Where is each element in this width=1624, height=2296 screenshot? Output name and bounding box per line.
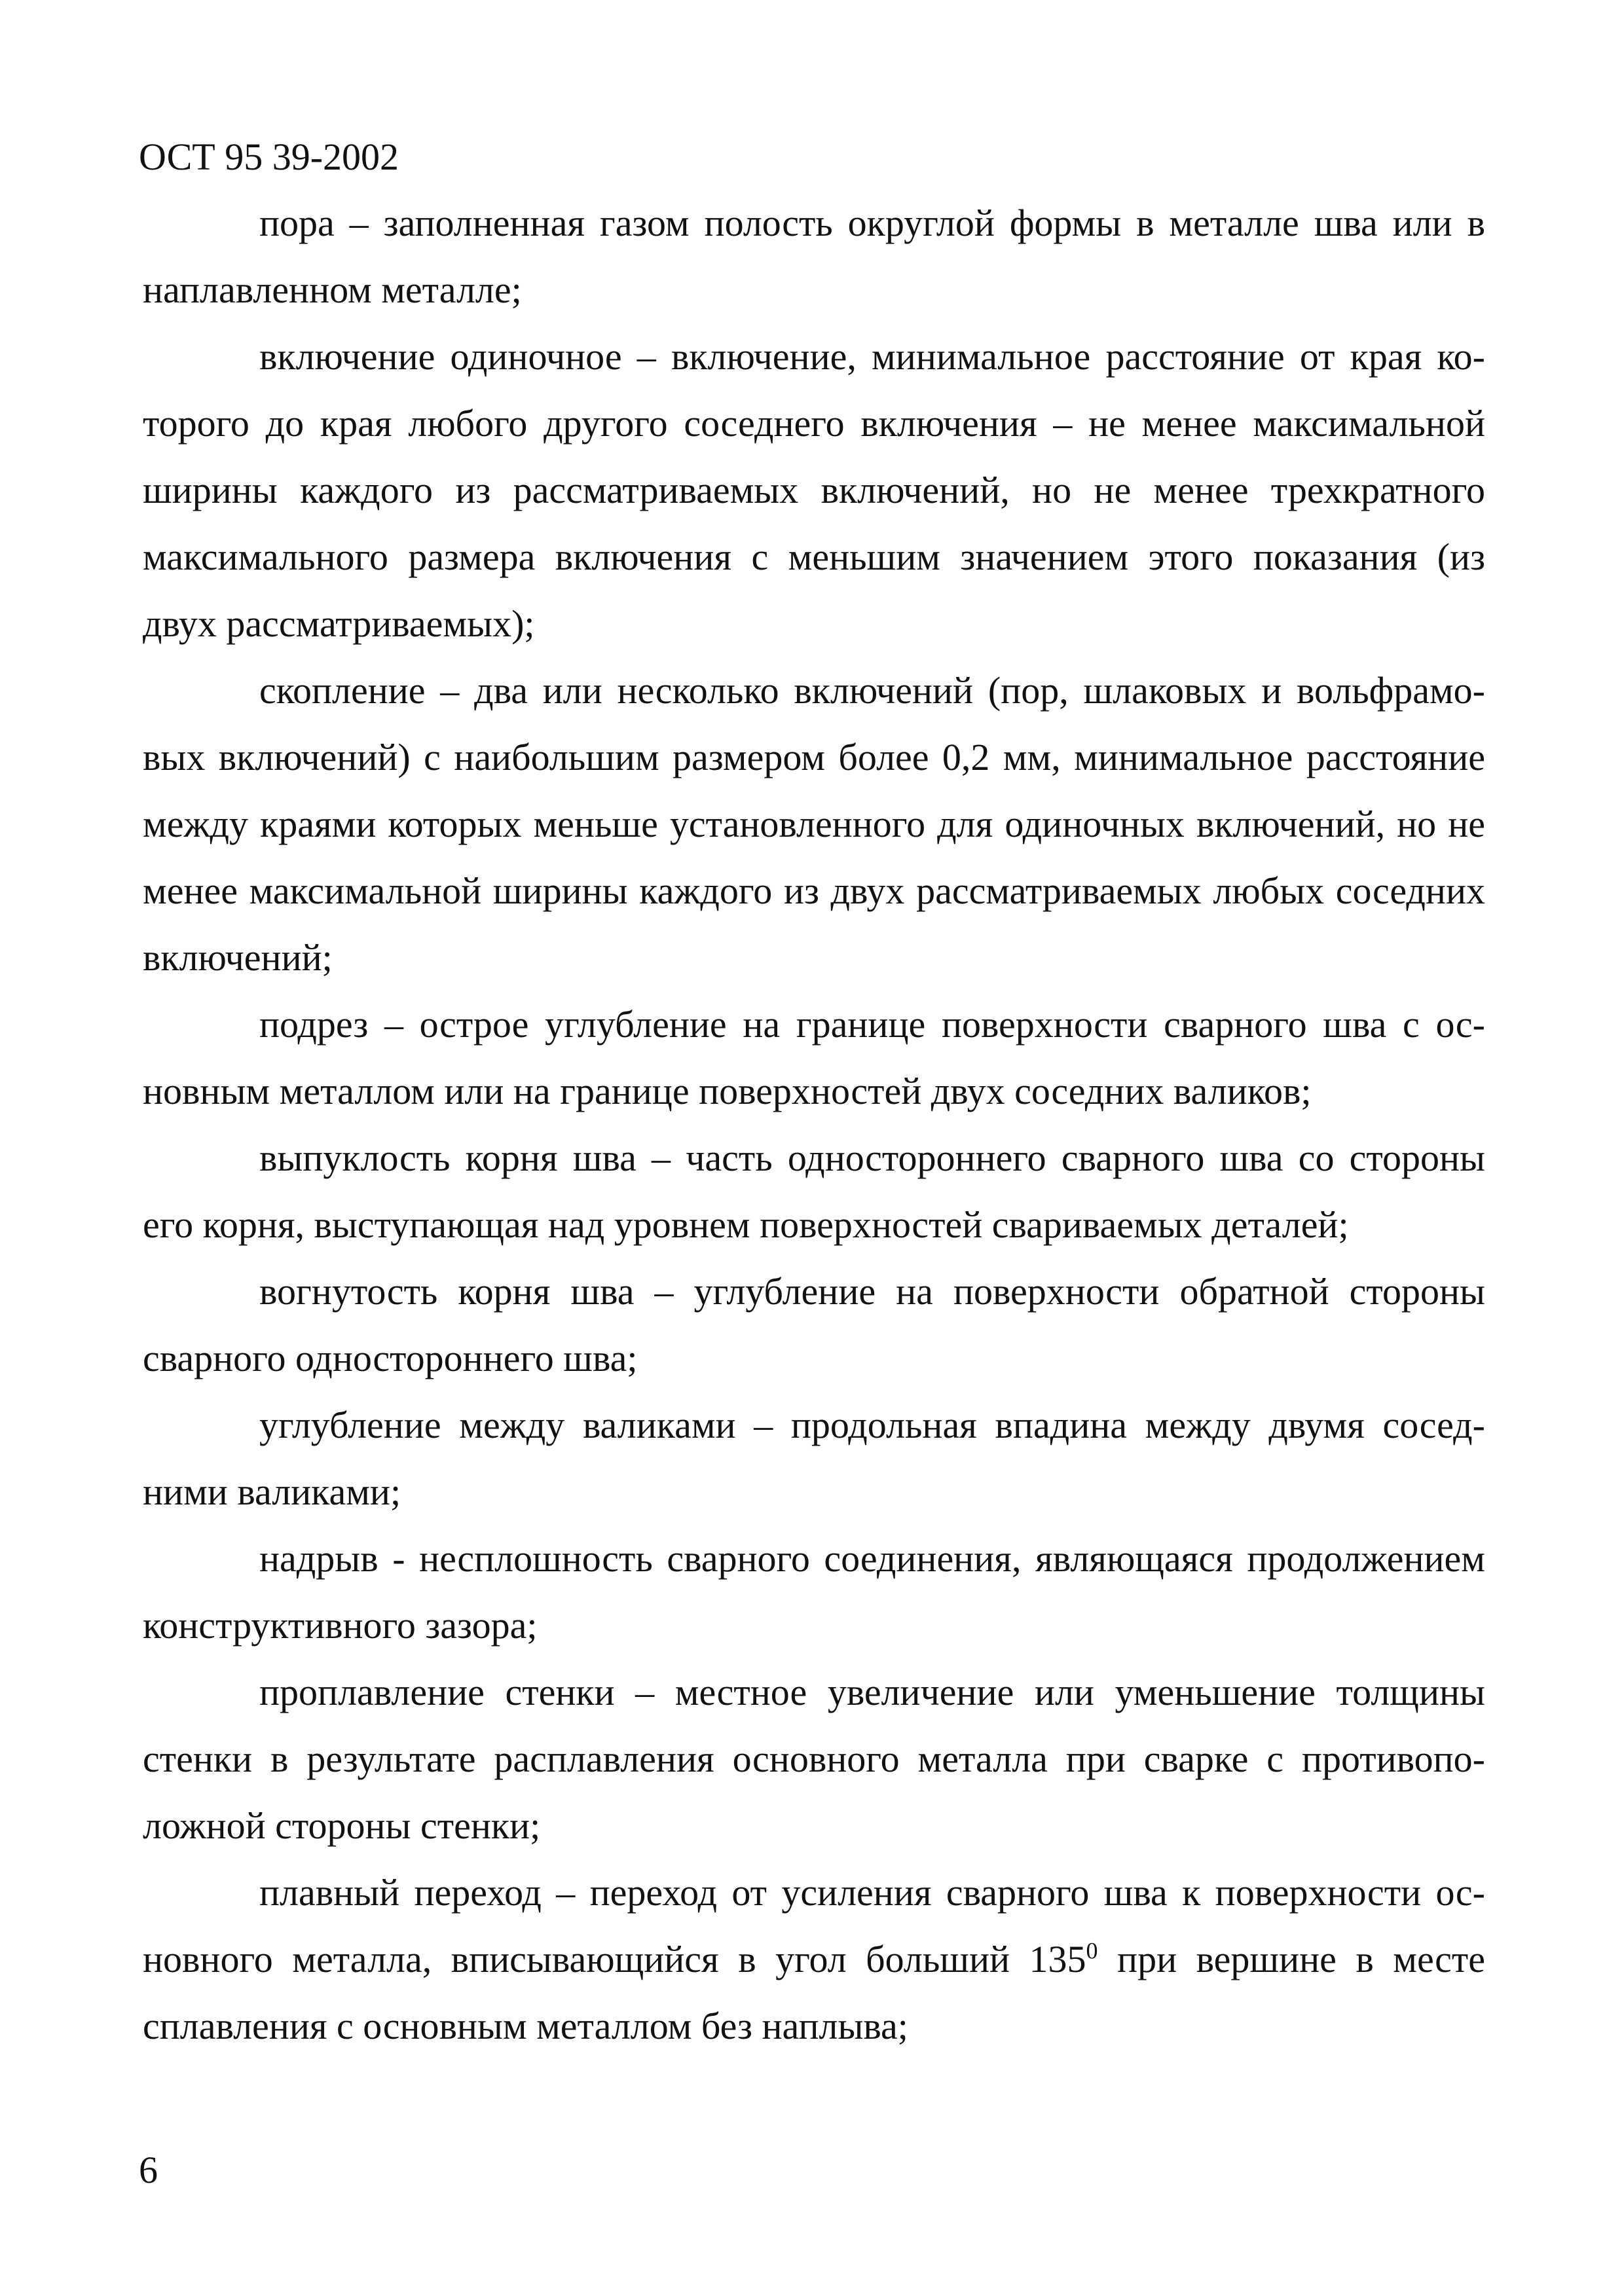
term-paragraph: подрез – острое углубление на границе поверхности сварного шва с основным металлом или на границе поверхностей двух соседних валиков; <box>143 1003 1485 1112</box>
term-paragraph: выпуклость корня шва – часть одностороннего сварного шва со стороны его корня, выступающая над уровнем поверхностей свариваемых деталей; <box>143 1137 1485 1246</box>
terms-list <box>143 190 1485 2060</box>
document-header: ОСТ 95 39-2002 <box>139 136 399 178</box>
term-paragraph: скопление – два или несколько включений (пор, шлаковых и вольфрамовых включений) с наибольшим размером более 0,2 мм, минимальное расстояние между краями которых меньше установленного для одиночных включений, но не менее максимальной ширины каждого из двух рассматриваемых любых соседних включений; <box>143 669 1485 979</box>
term-paragraph: проплавление стенки – местное увеличение или уменьшение толщины стенки в результате расплавления основного металла при сварке с противоположной стороны стенки; <box>143 1671 1485 1847</box>
term-text-before: плавный переход – переход от усиления сварного шва к поверхности основного металла, вписывающийся в угол больший 135 <box>143 1871 1485 1980</box>
term-paragraph: надрыв - несплошность сварного соединения, являющаяся продолжением конструктивного зазора; <box>143 1537 1485 1647</box>
degree-superscript: 0 <box>1086 1937 1098 1964</box>
page-number: 6 <box>139 2149 158 2191</box>
term-paragraph: пора – заполненная газом полость округлой формы в металле шва или в наплавленном металле; <box>143 202 1485 311</box>
term-paragraph: углубление между валиками – продольная впадина между двумя соседними валиками; <box>143 1404 1485 1513</box>
term-paragraph-last <box>143 1859 1485 2060</box>
term-text-after: при вершине в месте сплавления с основным металлом без наплыва; <box>143 1938 1485 2047</box>
term-paragraph: вогнутость корня шва – углубление на поверхности обратной стороны сварного одностороннего шва; <box>143 1270 1485 1379</box>
term-paragraph: включение одиночное – включение, минимальное расстояние от края которого до края любого другого соседнего включения – не менее максимальной ширины каждого из рассматриваемых включений, но не менее трехкратного максимального размера включения с меньшим значением этого показания (из двух рассматриваемых); <box>143 335 1485 645</box>
